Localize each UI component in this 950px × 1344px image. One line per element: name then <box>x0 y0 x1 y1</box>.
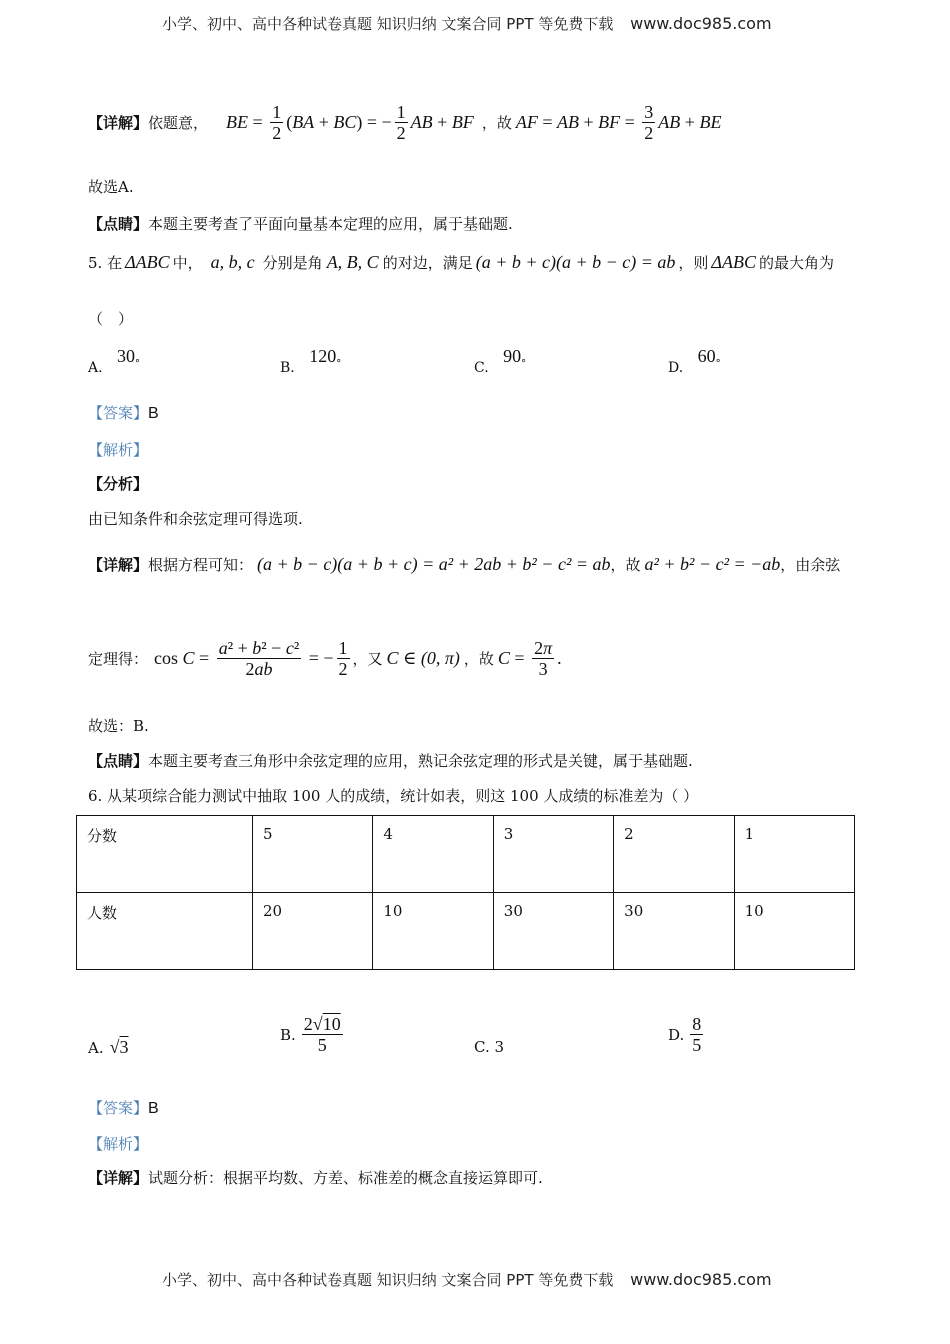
detail-range: C ∈ (0, π) <box>386 648 460 668</box>
table-cell: 10 <box>734 893 854 970</box>
q4-comment <box>88 213 513 234</box>
table-cell: 3 <box>493 816 613 893</box>
table-cell: 2 <box>614 816 734 893</box>
table-cell: 30 <box>493 893 613 970</box>
comment-tag: 【点睛】 <box>88 752 149 770</box>
table-cell: 4 <box>373 816 493 893</box>
stem-text: 分别是角 <box>262 254 323 272</box>
page-header <box>162 13 772 34</box>
table-cell: 人数 <box>77 893 253 970</box>
detail-equation: a² + b² − c² = −ab <box>644 554 781 574</box>
analysis-tag: 【解析】 <box>88 441 149 459</box>
stem-equation: (a + b + c)(a + b − c) = ab <box>475 252 676 272</box>
q6-answer <box>88 1097 159 1118</box>
detail-tag: 【详解】 <box>88 1169 149 1187</box>
q6-stem: 6. 从某项综合能力测试中抽取 100 人的成绩，统计如表，则这 100 人成绩的标准差为（ ） <box>88 787 699 805</box>
answer-value: B <box>148 405 159 422</box>
stem-vars: a, b, c <box>210 252 255 272</box>
q4-choose: 故选A. <box>88 178 134 196</box>
table-row <box>77 893 855 970</box>
analysis-tag: 【解析】 <box>88 1135 149 1153</box>
q5-detail-line2: 定理得： cos C = $\frac{\text{a² + b² − c²}}{2ab}$ = − $\frac{1}{2}$ ，又 C ∈ (0, π) ，故 C = $\frac{2\pi}{3}$ . <box>88 638 562 679</box>
score-table <box>76 815 855 970</box>
answer-value: B <box>148 1100 159 1117</box>
stem-text: 的对边，满足 <box>382 254 473 272</box>
q6-detail <box>88 1167 543 1188</box>
q5-stem <box>88 252 834 273</box>
detail-text: 试题分析：根据平均数、方差、标准差的概念直接运算即可. <box>148 1169 543 1187</box>
detail-text: 根据方程可知： <box>148 556 254 574</box>
detail-text: ，又 <box>352 650 383 668</box>
detail-text: ，故 <box>481 114 512 132</box>
comment-text: 本题主要考查了平面向量基本定理的应用，属于基础题. <box>148 215 513 233</box>
detail-text: 定理得： <box>88 650 149 668</box>
detail-equation: (a + b − c)(a + b + c) = a² + 2ab + b² − c² = ab <box>257 554 611 574</box>
footer-text: 小学、初中、高中各种试卷真题 知识归纳 文案合同 PPT 等免费下载 <box>162 1271 614 1289</box>
triangle-symbol: ΔABC <box>711 252 756 272</box>
detail-tag: 【详解】 <box>88 114 149 132</box>
table-cell: 1 <box>734 816 854 893</box>
option-a[interactable]: A. 30° <box>88 346 141 376</box>
q4-detail-line: 【详解】 依题意， BE = $\frac{1}{2}$ ( BA + BC ) = − $\frac{1}{2}$ AB + BF ，故 AF = AB + BF = $\frac{3}{2}$ AB + BE <box>88 102 722 143</box>
q5-answer <box>88 402 159 423</box>
question-number: 5. 在 <box>88 254 123 272</box>
stem-angles: A, B, C <box>326 252 379 272</box>
option-c[interactable]: C. 90° <box>474 346 527 376</box>
detail-text: ，由余弦 <box>780 556 841 574</box>
table-cell: 30 <box>614 893 734 970</box>
stem-text: 的最大角为 <box>758 254 834 272</box>
q5-choose: 故选：B. <box>88 717 149 735</box>
stem-text: 中， <box>172 254 203 272</box>
option-b[interactable]: B. 120° <box>280 346 342 376</box>
table-row <box>77 816 855 893</box>
table-cell: 5 <box>253 816 373 893</box>
fenxi-text: 由已知条件和余弦定理可得选项. <box>88 510 303 528</box>
answer-tag: 【答案】 <box>88 1099 149 1117</box>
detail-text: ，故 <box>610 556 641 574</box>
table-cell: 20 <box>253 893 373 970</box>
answer-tag: 【答案】 <box>88 404 149 422</box>
detail-text: ，故 <box>463 650 494 668</box>
stem-text: ，则 <box>678 254 709 272</box>
option-d[interactable]: D. $\frac{8}{5}$ <box>668 1014 702 1055</box>
table-cell: 10 <box>373 893 493 970</box>
footer-link[interactable]: www.doc985.com <box>630 1270 772 1289</box>
comment-tag: 【点睛】 <box>88 215 149 233</box>
q5-detail-line1 <box>88 554 840 575</box>
fenxi-tag: 【分析】 <box>88 475 149 493</box>
header-text: 小学、初中、高中各种试卷真题 知识归纳 文案合同 PPT 等免费下载 <box>162 15 614 33</box>
option-b[interactable]: B. $\frac{2√10}{5}$ <box>280 1014 341 1055</box>
detail-text: 依题意， <box>148 114 209 132</box>
q5-paren: （ ） <box>88 310 134 328</box>
triangle-symbol: ΔABC <box>125 252 170 272</box>
option-c[interactable]: C. 3 <box>474 1038 505 1056</box>
option-d[interactable]: D. 60° <box>668 346 721 376</box>
detail-tag: 【详解】 <box>88 556 149 574</box>
option-a[interactable]: A. √3 <box>88 1037 129 1057</box>
comment-text: 本题主要考查三角形中余弦定理的应用，熟记余弦定理的形式是关键，属于基础题. <box>148 752 693 770</box>
header-link[interactable]: www.doc985.com <box>630 14 772 33</box>
table-cell: 分数 <box>77 816 253 893</box>
q5-comment <box>88 750 693 771</box>
page-footer <box>162 1269 772 1290</box>
